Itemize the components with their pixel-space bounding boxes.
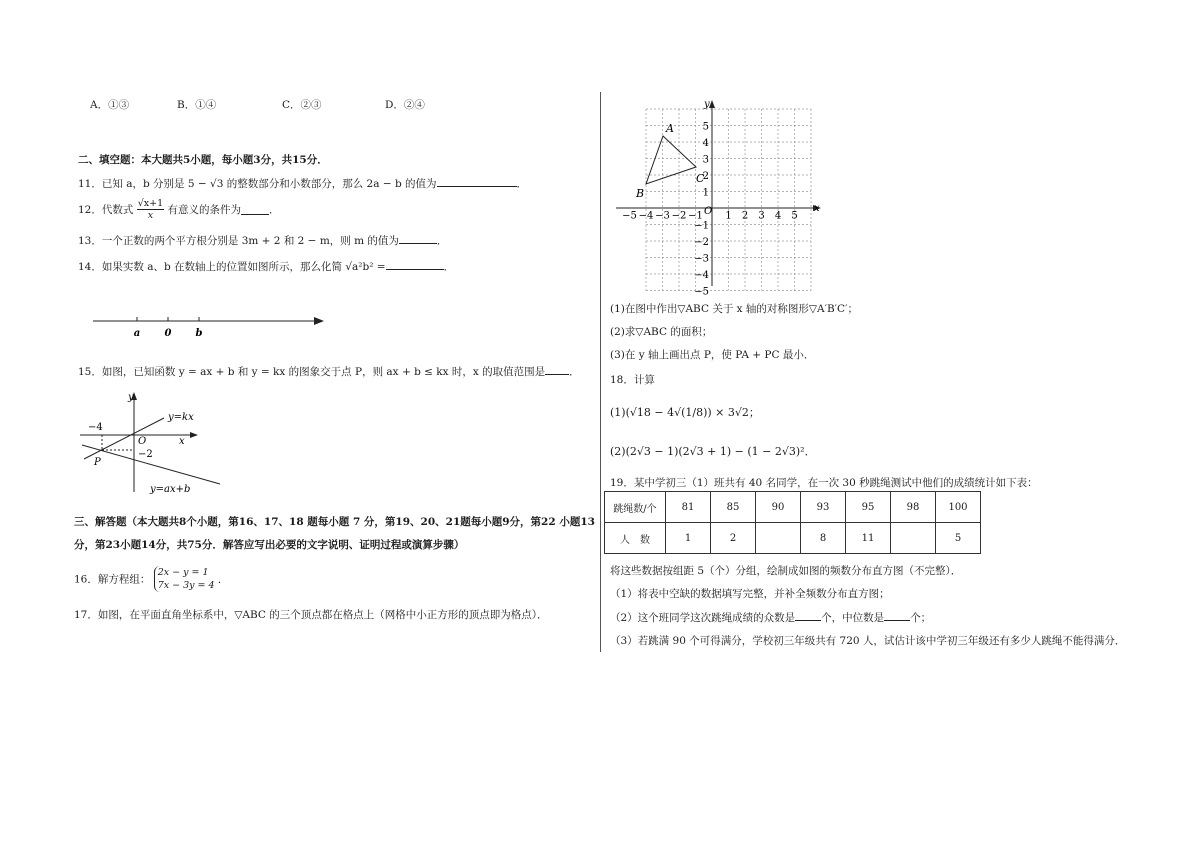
question-19-part-2: （2）这个班同学这次跳绳成绩的众数是 个，中位数是 个； xyxy=(610,612,932,624)
function-graph xyxy=(76,388,226,498)
option-a: A．①③ xyxy=(90,99,130,111)
x-tick-label: −4 xyxy=(638,210,654,222)
y-axis-label: y xyxy=(704,99,710,110)
x-tick-label: 1 xyxy=(725,210,732,222)
column-divider xyxy=(600,92,601,652)
origin-label: O xyxy=(704,206,713,217)
coordinate-grid xyxy=(612,96,826,298)
table-cell: 5 xyxy=(936,523,981,554)
table-cell: 81 xyxy=(666,492,711,523)
table-cell: 8 xyxy=(801,523,846,554)
answer-blank xyxy=(386,259,444,270)
table-row xyxy=(605,492,981,523)
x-tick-label: 3 xyxy=(758,210,765,222)
label-zero: 0 xyxy=(164,328,172,339)
table-cell: 93 xyxy=(801,492,846,523)
origin-label: O xyxy=(138,436,147,447)
section-3-title-line2: 分，第23小题14分，共75分．解答应写出必要的文字说明、证明过程或演算步骤） xyxy=(74,539,465,551)
tick-neg4: −4 xyxy=(88,422,103,433)
line-kx-label: y=kx xyxy=(168,412,194,423)
option-c: C．②③ xyxy=(282,99,322,111)
question-12: 12．代数式 $\frac{√x+1}{x}$ 有意义的条件为 ． xyxy=(78,198,280,221)
vertex-c-label: C xyxy=(696,172,705,185)
y-tick-label: −1 xyxy=(694,220,709,232)
question-19: 19．某中学初三（1）班共有 40 名同学，在一次 30 秒跳绳测试中他们的成绩统计如下表： xyxy=(610,477,1038,489)
question-17-part-2: (2)求▽ABC 的面积； xyxy=(610,326,713,338)
table-header-cell: 跳绳数/个 xyxy=(605,492,666,523)
table-cell: 100 xyxy=(936,492,981,523)
question-11: 11．已知 a，b 分别是 5 − √3 的整数部分和小数部分，那么 2a − b 的值为 ． xyxy=(78,178,528,190)
table-cell: 85 xyxy=(711,492,756,523)
table-cell: 1 xyxy=(666,523,711,554)
question-18-title: 18．计算 xyxy=(610,374,655,386)
table-cell xyxy=(891,523,936,554)
table-cell xyxy=(756,523,801,554)
question-19-part-1: （1）将表中空缺的数据填写完整，并补全频数分布直方图； xyxy=(610,588,890,600)
table-row xyxy=(605,523,981,554)
question-18-part-2: (2)(2√3 − 1)(2√3 + 1) − (1 − 2√3)²． xyxy=(610,445,816,458)
answer-blank xyxy=(399,233,437,244)
table-cell: 2 xyxy=(711,523,756,554)
fraction: $\frac{√x+1}{x}$ xyxy=(137,198,164,221)
answer-blank xyxy=(884,610,910,621)
line-axb-label: y=ax+b xyxy=(150,484,191,495)
tick-neg2: −2 xyxy=(138,449,153,460)
section-3-title-line1: 三、解答题（本大题共8个小题，第16、17、18 题每小题 7 分，第19、20、21题每小题9分，第22 小题13 xyxy=(74,516,595,528)
label-b: b xyxy=(195,328,203,339)
y-axis-label: y xyxy=(128,392,134,403)
question-16: 16．解方程组： 2x − y = 1 7x − 3y = 4 ． xyxy=(74,567,229,591)
answer-blank xyxy=(795,610,821,621)
x-tick-label: −3 xyxy=(655,210,670,222)
x-tick-label: 2 xyxy=(741,210,749,222)
answer-blank xyxy=(437,176,517,187)
x-tick-label: 4 xyxy=(774,210,782,222)
question-14: 14．如果实数 a、b 在数轴上的位置如图所示，那么化简 √a²b² = ． xyxy=(78,261,455,273)
question-13: 13．一个正数的两个平方根分别是 3m + 2 和 2 − m，则 m 的值为 ． xyxy=(78,235,448,247)
table-cell: 90 xyxy=(756,492,801,523)
question-18-part-1: (1)(√18 − 4√(1/8)) × 3√2； xyxy=(610,406,760,419)
equation-system: 2x − y = 1 7x − 3y = 4 xyxy=(154,566,215,592)
y-tick-label: 1 xyxy=(702,187,709,199)
option-d: D．②④ xyxy=(385,99,425,111)
section-2-title: 二、填空题：本大题共5小题，每小题3分，共15分． xyxy=(78,154,328,166)
y-tick-label: 2 xyxy=(702,171,709,182)
question-17-part-1: (1)在图中作出▽ABC 关于 x 轴的对称图形▽A′B′C′； xyxy=(610,303,858,315)
vertex-a-label: A xyxy=(666,122,674,135)
question-19-part-3: （3）若跳满 90 个可得满分，学校初三年级共有 720 人，试估计该中学初三年级还有多少人跳绳不能得满分． xyxy=(610,635,1126,647)
y-tick-label: −5 xyxy=(694,286,709,298)
x-tick-label: −1 xyxy=(688,210,703,222)
vertex-b-label: B xyxy=(636,187,645,200)
label-a: a xyxy=(133,328,141,339)
x-tick-label: 5 xyxy=(791,210,798,222)
table-header-cell: 人 数 xyxy=(605,523,666,554)
table-cell: 98 xyxy=(891,492,936,523)
table-cell: 11 xyxy=(846,523,891,554)
score-table xyxy=(604,491,981,554)
x-tick-label: −2 xyxy=(671,210,687,222)
y-tick-label: 3 xyxy=(702,154,709,166)
y-tick-label: 4 xyxy=(702,138,709,149)
question-17-part-3: (3)在 y 轴上画出点 P，使 PA + PC 最小． xyxy=(610,349,815,361)
option-b: B．①④ xyxy=(177,99,217,111)
question-17: 17．如图，在平面直角坐标系中，▽ABC 的三个顶点都在格点上（网格中小正方形的顶点即为格点）． xyxy=(74,609,548,621)
question-15: 15．如图，已知函数 y = ax + b 和 y = kx 的图象交于点 P，则 ax + b ≤ kx 时，x 的取值范围是 ． xyxy=(78,366,580,378)
y-tick-label: −2 xyxy=(694,237,709,248)
y-tick-label: 5 xyxy=(702,121,709,133)
answer-blank xyxy=(545,364,569,375)
question-19-after-table: 将这些数据按组距 5（个）分组，绘制成如图的频数分布直方图（不完整）． xyxy=(610,565,962,577)
answer-blank xyxy=(241,204,269,215)
x-axis-label: x xyxy=(179,436,185,447)
table-cell: 95 xyxy=(846,492,891,523)
x-tick-label: −5 xyxy=(622,210,637,222)
number-line xyxy=(88,310,333,340)
x-axis-label: x xyxy=(814,203,820,214)
y-tick-label: −4 xyxy=(694,270,709,281)
point-p-label: P xyxy=(94,457,101,468)
y-tick-label: −3 xyxy=(694,253,709,265)
